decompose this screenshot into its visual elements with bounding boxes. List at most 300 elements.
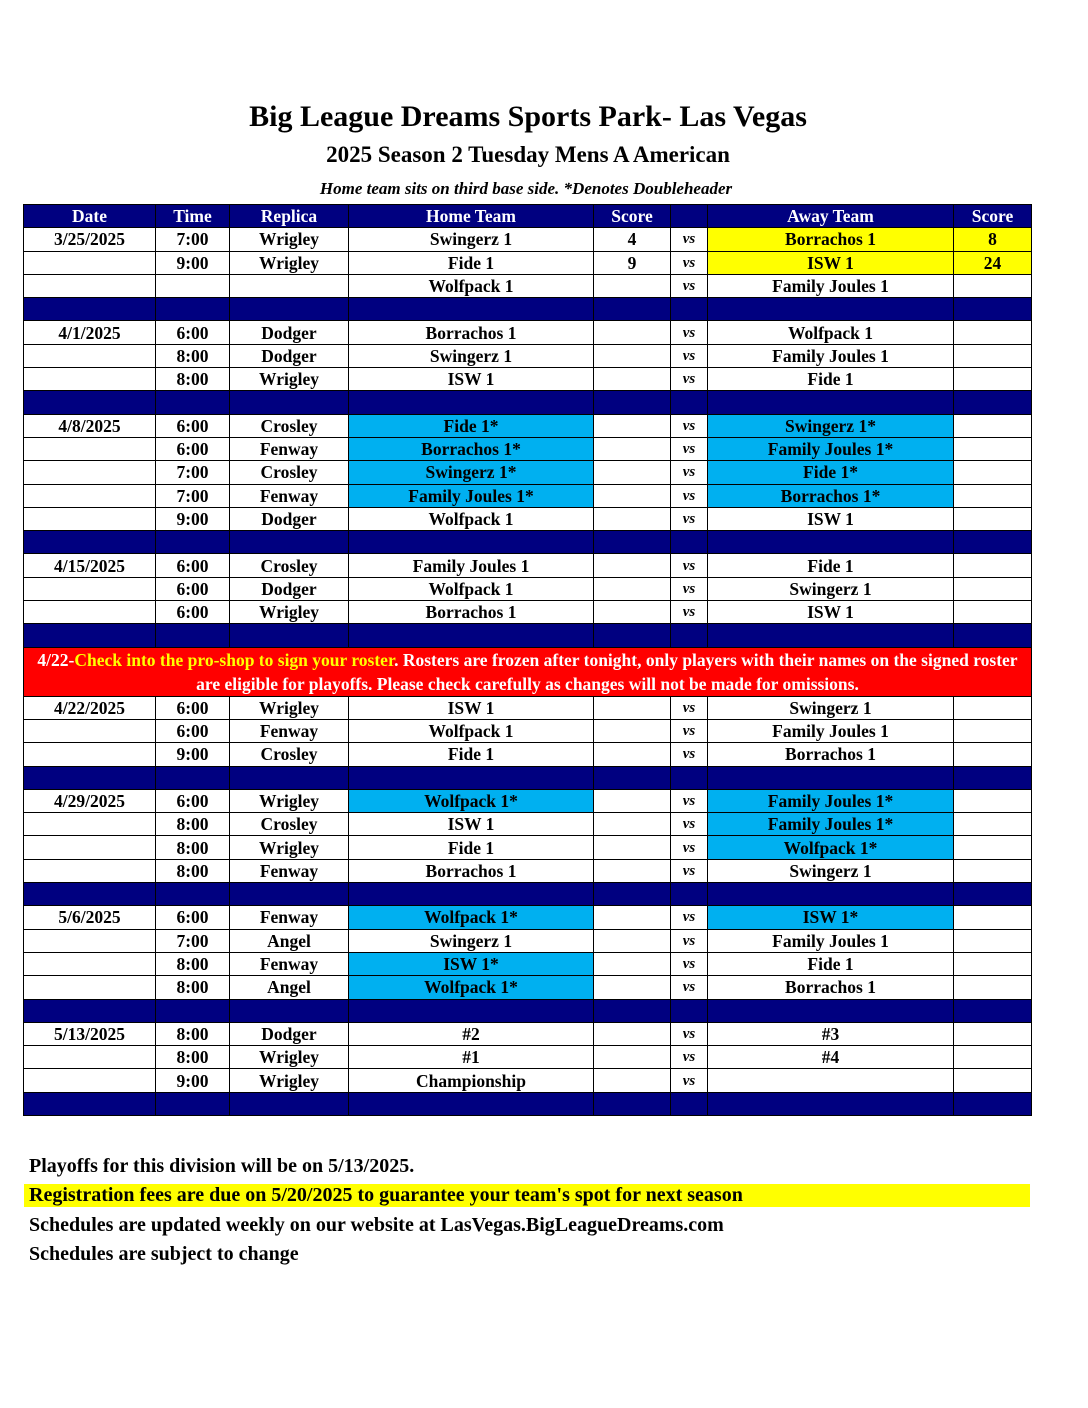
field-cell: Fenway — [230, 437, 349, 460]
field-cell: Fenway — [230, 952, 349, 975]
vs-cell: vs — [671, 859, 708, 882]
date-cell: 5/13/2025 — [24, 1022, 156, 1045]
game-row — [24, 696, 1032, 719]
time-cell: 6:00 — [156, 437, 230, 460]
away-score-cell — [954, 368, 1032, 391]
home-team-cell: ISW 1 — [349, 368, 594, 391]
date-cell — [24, 836, 156, 859]
home-score-cell — [594, 836, 671, 859]
date-cell — [24, 859, 156, 882]
away-team-cell: ISW 1 — [708, 601, 954, 624]
separator-cell — [708, 1092, 954, 1115]
game-row — [24, 789, 1032, 812]
away-team-cell: Borrachos 1 — [708, 976, 954, 999]
vs-cell: vs — [671, 437, 708, 460]
vs-cell: vs — [671, 554, 708, 577]
page-title: Big League Dreams Sports Park- Las Vegas — [249, 100, 807, 133]
away-score-cell — [954, 719, 1032, 742]
table-header-row — [24, 205, 1032, 228]
time-cell: 8:00 — [156, 344, 230, 367]
separator-cell — [349, 391, 594, 414]
home-team-cell: Wolfpack 1 — [349, 507, 594, 530]
home-score-cell — [594, 813, 671, 836]
game-row — [24, 344, 1032, 367]
time-cell: 6:00 — [156, 554, 230, 577]
home-score-cell — [594, 743, 671, 766]
vs-cell: vs — [671, 228, 708, 251]
separator-cell — [349, 624, 594, 647]
date-cell — [24, 813, 156, 836]
field-cell: Wrigley — [230, 836, 349, 859]
home-team-cell: Wolfpack 1 — [349, 719, 594, 742]
game-row — [24, 813, 1032, 836]
field-cell — [230, 274, 349, 297]
separator-cell — [671, 999, 708, 1022]
home-team-cell: ISW 1 — [349, 813, 594, 836]
vs-cell: vs — [671, 601, 708, 624]
separator-cell — [349, 883, 594, 906]
away-team-cell: Family Joules 1 — [708, 929, 954, 952]
field-cell: Wrigley — [230, 601, 349, 624]
separator-cell — [156, 1092, 230, 1115]
separator-cell — [708, 883, 954, 906]
home-score-cell — [594, 906, 671, 929]
home-team-cell: Swingerz 1* — [349, 461, 594, 484]
away-score-cell — [954, 1022, 1032, 1045]
home-team-cell: Swingerz 1 — [349, 929, 594, 952]
separator-cell — [230, 531, 349, 554]
date-cell: 4/29/2025 — [24, 789, 156, 812]
away-team-cell: Borrachos 1* — [708, 484, 954, 507]
separator-cell — [24, 766, 156, 789]
away-score-cell — [954, 743, 1032, 766]
footer-playoffs: Playoffs for this division will be on 5/13/2025. — [29, 1155, 415, 1177]
field-cell: Crosley — [230, 414, 349, 437]
game-row — [24, 577, 1032, 600]
separator-cell — [594, 766, 671, 789]
separator-cell — [349, 766, 594, 789]
page-subtitle: 2025 Season 2 Tuesday Mens A American — [326, 142, 730, 167]
time-cell: 6:00 — [156, 906, 230, 929]
date-cell — [24, 437, 156, 460]
home-team-cell: Swingerz 1 — [349, 344, 594, 367]
home-score-cell — [594, 696, 671, 719]
field-cell: Fenway — [230, 484, 349, 507]
separator-cell — [954, 766, 1032, 789]
away-score-cell — [954, 321, 1032, 344]
date-cell — [24, 743, 156, 766]
home-score-cell — [594, 368, 671, 391]
header-time: Time — [156, 205, 230, 228]
date-cell — [24, 601, 156, 624]
game-row — [24, 274, 1032, 297]
home-team-cell: #1 — [349, 1046, 594, 1069]
footer-registration: Registration fees are due on 5/20/2025 to guarantee your team's spot for next season — [24, 1184, 1030, 1207]
game-row — [24, 484, 1032, 507]
home-team-cell: Family Joules 1* — [349, 484, 594, 507]
vs-cell: vs — [671, 976, 708, 999]
time-cell: 7:00 — [156, 228, 230, 251]
home-team-cell: Borrachos 1* — [349, 437, 594, 460]
vs-cell: vs — [671, 813, 708, 836]
home-score-cell — [594, 461, 671, 484]
date-cell: 4/22/2025 — [24, 696, 156, 719]
separator-cell — [156, 391, 230, 414]
away-team-cell: Family Joules 1 — [708, 344, 954, 367]
week-separator-row — [24, 298, 1032, 321]
away-score-cell — [954, 952, 1032, 975]
date-cell — [24, 1069, 156, 1092]
away-score-cell — [954, 461, 1032, 484]
home-team-cell: Wolfpack 1 — [349, 577, 594, 600]
separator-cell — [671, 766, 708, 789]
separator-cell — [954, 391, 1032, 414]
week-separator-row — [24, 391, 1032, 414]
away-score-cell: 8 — [954, 228, 1032, 251]
separator-cell — [156, 624, 230, 647]
footer-website: Schedules are updated weekly on our website at LasVegas.BigLeagueDreams.com — [29, 1214, 724, 1236]
game-row — [24, 1069, 1032, 1092]
schedule-body — [24, 228, 1032, 1116]
field-cell: Wrigley — [230, 228, 349, 251]
time-cell: 9:00 — [156, 251, 230, 274]
separator-cell — [594, 531, 671, 554]
game-row — [24, 321, 1032, 344]
game-row — [24, 1046, 1032, 1069]
away-team-cell: #3 — [708, 1022, 954, 1045]
date-cell: 4/1/2025 — [24, 321, 156, 344]
game-row — [24, 836, 1032, 859]
separator-cell — [594, 883, 671, 906]
away-score-cell — [954, 554, 1032, 577]
separator-cell — [230, 624, 349, 647]
separator-cell — [671, 531, 708, 554]
home-score-cell — [594, 601, 671, 624]
week-separator-row — [24, 883, 1032, 906]
header-vs — [671, 205, 708, 228]
home-team-cell: Wolfpack 1 — [349, 274, 594, 297]
home-team-cell: ISW 1 — [349, 696, 594, 719]
game-row — [24, 554, 1032, 577]
home-team-cell: Championship — [349, 1069, 594, 1092]
week-separator-row — [24, 624, 1032, 647]
field-cell: Angel — [230, 976, 349, 999]
vs-cell: vs — [671, 368, 708, 391]
vs-cell: vs — [671, 577, 708, 600]
date-cell — [24, 251, 156, 274]
separator-cell — [594, 298, 671, 321]
field-cell: Wrigley — [230, 789, 349, 812]
header-home-score: Score — [594, 205, 671, 228]
separator-cell — [230, 1092, 349, 1115]
separator-cell — [24, 624, 156, 647]
time-cell: 7:00 — [156, 484, 230, 507]
home-score-cell — [594, 1069, 671, 1092]
footer-disclaimer: Schedules are subject to change — [29, 1243, 299, 1265]
vs-cell: vs — [671, 719, 708, 742]
separator-cell — [349, 531, 594, 554]
away-team-cell: Fide 1 — [708, 554, 954, 577]
away-team-cell: Borrachos 1 — [708, 228, 954, 251]
separator-cell — [708, 531, 954, 554]
game-row — [24, 228, 1032, 251]
field-cell: Dodger — [230, 321, 349, 344]
vs-cell: vs — [671, 743, 708, 766]
field-cell: Dodger — [230, 577, 349, 600]
separator-cell — [349, 1092, 594, 1115]
away-team-cell: Fide 1 — [708, 952, 954, 975]
field-cell: Wrigley — [230, 696, 349, 719]
home-score-cell — [594, 414, 671, 437]
field-cell: Crosley — [230, 461, 349, 484]
separator-cell — [708, 766, 954, 789]
field-cell: Crosley — [230, 554, 349, 577]
game-row — [24, 437, 1032, 460]
separator-cell — [708, 298, 954, 321]
away-score-cell — [954, 836, 1032, 859]
home-score-cell — [594, 719, 671, 742]
time-cell: 8:00 — [156, 813, 230, 836]
doubleheader-note: Home team sits on third base side. *Denotes Doubleheader — [319, 179, 733, 198]
time-cell: 8:00 — [156, 836, 230, 859]
vs-cell: vs — [671, 1046, 708, 1069]
date-cell: 5/6/2025 — [24, 906, 156, 929]
week-separator-row — [24, 999, 1032, 1022]
vs-cell: vs — [671, 507, 708, 530]
home-score-cell: 4 — [594, 228, 671, 251]
date-cell: 4/8/2025 — [24, 414, 156, 437]
home-score-cell — [594, 1046, 671, 1069]
field-cell: Wrigley — [230, 251, 349, 274]
away-score-cell — [954, 696, 1032, 719]
field-cell: Fenway — [230, 719, 349, 742]
away-team-cell: ISW 1 — [708, 507, 954, 530]
away-team-cell: ISW 1 — [708, 251, 954, 274]
away-score-cell — [954, 1069, 1032, 1092]
field-cell: Angel — [230, 929, 349, 952]
date-cell — [24, 368, 156, 391]
home-team-cell: Borrachos 1 — [349, 859, 594, 882]
away-score-cell — [954, 906, 1032, 929]
away-team-cell: Swingerz 1 — [708, 577, 954, 600]
home-score-cell — [594, 976, 671, 999]
away-team-cell: Family Joules 1* — [708, 437, 954, 460]
header-date: Date — [24, 205, 156, 228]
away-score-cell — [954, 859, 1032, 882]
away-team-cell — [708, 1069, 954, 1092]
away-score-cell — [954, 929, 1032, 952]
away-team-cell: Fide 1 — [708, 368, 954, 391]
time-cell: 9:00 — [156, 1069, 230, 1092]
away-team-cell: Swingerz 1* — [708, 414, 954, 437]
separator-cell — [230, 883, 349, 906]
separator-cell — [24, 1092, 156, 1115]
field-cell: Fenway — [230, 859, 349, 882]
date-cell — [24, 577, 156, 600]
game-row — [24, 976, 1032, 999]
time-cell: 6:00 — [156, 321, 230, 344]
date-cell — [24, 976, 156, 999]
away-score-cell — [954, 484, 1032, 507]
home-score-cell — [594, 437, 671, 460]
time-cell: 6:00 — [156, 789, 230, 812]
separator-cell — [594, 624, 671, 647]
field-cell: Wrigley — [230, 368, 349, 391]
home-team-cell: Borrachos 1 — [349, 601, 594, 624]
away-score-cell — [954, 789, 1032, 812]
time-cell: 8:00 — [156, 1022, 230, 1045]
vs-cell: vs — [671, 1069, 708, 1092]
date-cell: 3/25/2025 — [24, 228, 156, 251]
week-separator-row — [24, 531, 1032, 554]
time-cell: 8:00 — [156, 952, 230, 975]
field-cell: Wrigley — [230, 1046, 349, 1069]
away-score-cell: 24 — [954, 251, 1032, 274]
vs-cell: vs — [671, 789, 708, 812]
away-team-cell: Family Joules 1 — [708, 274, 954, 297]
week-separator-row — [24, 766, 1032, 789]
home-team-cell: Fide 1 — [349, 743, 594, 766]
separator-cell — [24, 391, 156, 414]
separator-cell — [594, 391, 671, 414]
time-cell: 8:00 — [156, 976, 230, 999]
roster-notice — [24, 647, 1032, 696]
time-cell: 7:00 — [156, 461, 230, 484]
game-row — [24, 251, 1032, 274]
away-score-cell — [954, 274, 1032, 297]
separator-cell — [594, 999, 671, 1022]
header-replica: Replica — [230, 205, 349, 228]
away-team-cell: #4 — [708, 1046, 954, 1069]
vs-cell: vs — [671, 906, 708, 929]
home-score-cell — [594, 859, 671, 882]
date-cell — [24, 719, 156, 742]
game-row — [24, 461, 1032, 484]
separator-cell — [230, 999, 349, 1022]
home-team-cell: Fide 1 — [349, 251, 594, 274]
separator-cell — [954, 298, 1032, 321]
away-team-cell: Family Joules 1 — [708, 719, 954, 742]
time-cell: 8:00 — [156, 1046, 230, 1069]
home-score-cell: 9 — [594, 251, 671, 274]
separator-cell — [156, 531, 230, 554]
away-team-cell: Fide 1* — [708, 461, 954, 484]
vs-cell: vs — [671, 321, 708, 344]
vs-cell: vs — [671, 836, 708, 859]
separator-cell — [708, 391, 954, 414]
game-row — [24, 906, 1032, 929]
field-cell: Crosley — [230, 813, 349, 836]
vs-cell: vs — [671, 1022, 708, 1045]
date-cell — [24, 461, 156, 484]
date-cell — [24, 1046, 156, 1069]
time-cell — [156, 274, 230, 297]
away-score-cell — [954, 344, 1032, 367]
time-cell: 6:00 — [156, 601, 230, 624]
away-score-cell — [954, 1046, 1032, 1069]
home-team-cell: Wolfpack 1* — [349, 906, 594, 929]
vs-cell: vs — [671, 344, 708, 367]
field-cell: Dodger — [230, 507, 349, 530]
home-score-cell — [594, 484, 671, 507]
away-team-cell: Swingerz 1 — [708, 859, 954, 882]
time-cell: 6:00 — [156, 577, 230, 600]
game-row — [24, 929, 1032, 952]
home-team-cell: Swingerz 1 — [349, 228, 594, 251]
home-score-cell — [594, 1022, 671, 1045]
date-cell: 4/15/2025 — [24, 554, 156, 577]
separator-cell — [954, 531, 1032, 554]
home-score-cell — [594, 577, 671, 600]
separator-cell — [156, 298, 230, 321]
away-score-cell — [954, 813, 1032, 836]
game-row — [24, 719, 1032, 742]
header-away-score: Score — [954, 205, 1032, 228]
roster-notice-rest: . Rosters are frozen after tonight, only players with their names on the signed roster are eligible for playoffs. Please check carefully as changes will not be made for omissions. — [196, 649, 1018, 694]
separator-cell — [24, 883, 156, 906]
header-home-team: Home Team — [349, 205, 594, 228]
home-score-cell — [594, 344, 671, 367]
home-team-cell: ISW 1* — [349, 952, 594, 975]
game-row — [24, 601, 1032, 624]
separator-cell — [954, 883, 1032, 906]
vs-cell: vs — [671, 274, 708, 297]
date-cell — [24, 929, 156, 952]
time-cell: 9:00 — [156, 507, 230, 530]
separator-cell — [156, 766, 230, 789]
time-cell: 8:00 — [156, 368, 230, 391]
time-cell: 6:00 — [156, 696, 230, 719]
away-team-cell: Swingerz 1 — [708, 696, 954, 719]
game-row — [24, 1022, 1032, 1045]
date-cell — [24, 274, 156, 297]
separator-cell — [954, 1092, 1032, 1115]
game-row — [24, 414, 1032, 437]
time-cell: 7:00 — [156, 929, 230, 952]
field-cell: Crosley — [230, 743, 349, 766]
away-score-cell — [954, 976, 1032, 999]
field-cell: Dodger — [230, 344, 349, 367]
separator-cell — [671, 298, 708, 321]
separator-cell — [708, 999, 954, 1022]
vs-cell: vs — [671, 461, 708, 484]
vs-cell: vs — [671, 929, 708, 952]
field-cell: Wrigley — [230, 1069, 349, 1092]
schedule-table — [23, 204, 1032, 1116]
game-row — [24, 368, 1032, 391]
separator-cell — [594, 1092, 671, 1115]
separator-cell — [230, 766, 349, 789]
away-team-cell: Family Joules 1* — [708, 789, 954, 812]
roster-notice-row — [24, 647, 1032, 696]
game-row — [24, 859, 1032, 882]
date-cell — [24, 484, 156, 507]
home-team-cell: Fide 1 — [349, 836, 594, 859]
home-score-cell — [594, 929, 671, 952]
away-team-cell: Wolfpack 1 — [708, 321, 954, 344]
home-score-cell — [594, 321, 671, 344]
home-score-cell — [594, 274, 671, 297]
vs-cell: vs — [671, 484, 708, 507]
separator-cell — [24, 298, 156, 321]
away-team-cell: Borrachos 1 — [708, 743, 954, 766]
separator-cell — [671, 624, 708, 647]
away-team-cell: Family Joules 1* — [708, 813, 954, 836]
week-separator-row — [24, 1092, 1032, 1115]
time-cell: 8:00 — [156, 859, 230, 882]
home-team-cell: #2 — [349, 1022, 594, 1045]
separator-cell — [671, 391, 708, 414]
